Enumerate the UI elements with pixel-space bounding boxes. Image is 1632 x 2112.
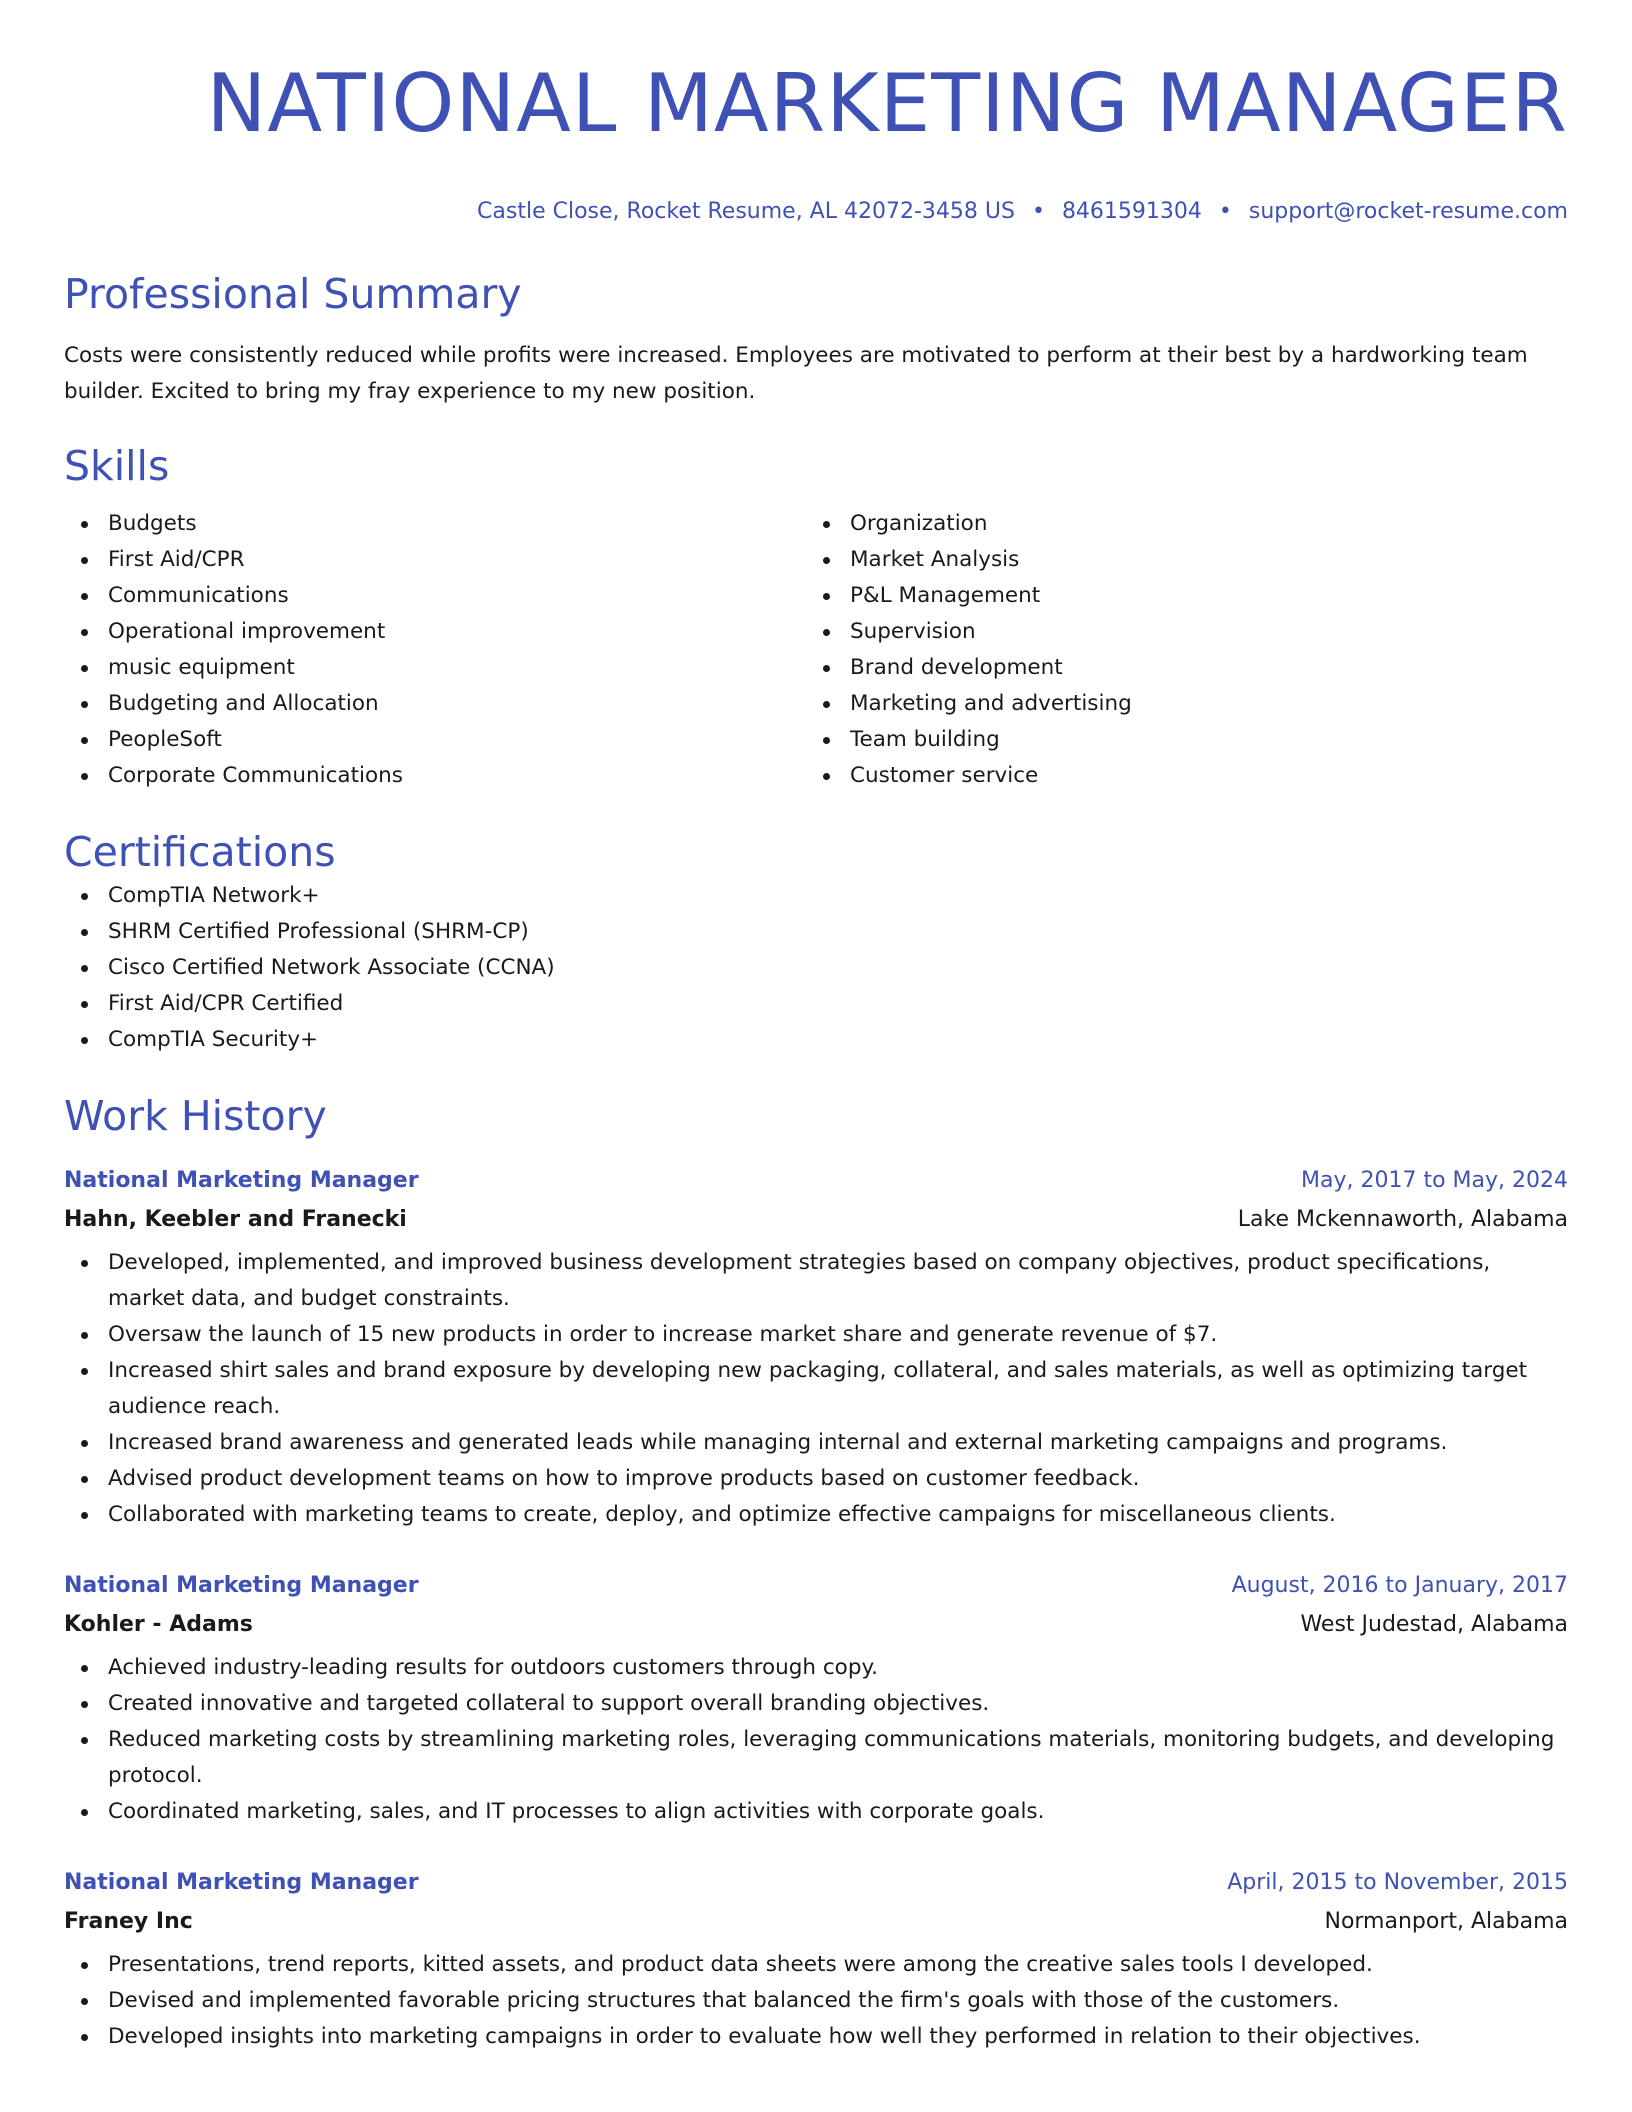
job-bullet: Created innovative and targeted collateral to support overall branding objectives. bbox=[64, 1686, 1568, 1722]
skills-heading: Skills bbox=[64, 442, 170, 490]
skill-item: Brand development bbox=[806, 650, 1548, 686]
job-company-row bbox=[64, 1610, 1568, 1640]
certifications-list bbox=[64, 878, 1568, 1058]
skill-item: P&L Management bbox=[806, 578, 1548, 614]
certification-item: First Aid/CPR Certified bbox=[64, 986, 1568, 1022]
job-entry bbox=[64, 1166, 1568, 1533]
skill-item: PeopleSoft bbox=[64, 722, 806, 758]
certification-item: CompTIA Network+ bbox=[64, 878, 1568, 914]
job-dates: August, 2016 to January, 2017 bbox=[1231, 1573, 1568, 1598]
job-bullets bbox=[64, 1245, 1568, 1533]
skill-item: Communications bbox=[64, 578, 806, 614]
job-bullets bbox=[64, 1650, 1568, 1830]
skills-right-column bbox=[806, 506, 1548, 794]
certification-item: Cisco Certified Network Associate (CCNA) bbox=[64, 950, 1568, 986]
summary-heading: Professional Summary bbox=[64, 270, 522, 318]
job-bullet: Oversaw the launch of 15 new products in order to increase market share and generate revenue of $7. bbox=[64, 1317, 1568, 1353]
skills-columns bbox=[64, 506, 1568, 794]
contact-line bbox=[64, 198, 1568, 226]
job-title-row bbox=[64, 1166, 1568, 1196]
certifications-heading: Certifications bbox=[64, 828, 336, 876]
job-location: Normanport, Alabama bbox=[1324, 1909, 1568, 1934]
skill-item: Supervision bbox=[806, 614, 1548, 650]
contact-email[interactable]: support@rocket-resume.com bbox=[1248, 199, 1568, 224]
contact-separator: • bbox=[1218, 199, 1232, 224]
job-company: Hahn, Keebler and Franecki bbox=[64, 1207, 407, 1232]
job-dates: April, 2015 to November, 2015 bbox=[1227, 1870, 1568, 1895]
skills-left-column bbox=[64, 506, 806, 794]
skill-item: Customer service bbox=[806, 758, 1548, 794]
job-bullet: Developed insights into marketing campaigns in order to evaluate how well they performed in relation to their objectives. bbox=[64, 2019, 1568, 2055]
job-title: National Marketing Manager bbox=[64, 1168, 419, 1193]
job-bullet: Increased shirt sales and brand exposure by developing new packaging, collateral, and sales materials, as well as optimizing target audience reach. bbox=[64, 1353, 1568, 1425]
job-company: Franey Inc bbox=[64, 1909, 193, 1934]
job-title: National Marketing Manager bbox=[64, 1870, 419, 1895]
summary-text: Costs were consistently reduced while profits were increased. Employees are motivated to perform at their best by a hardworking team builder. Excited to bring my fray experience to my new position. bbox=[64, 343, 1528, 404]
certification-item: CompTIA Security+ bbox=[64, 1022, 1568, 1058]
job-company-row bbox=[64, 1205, 1568, 1235]
job-bullet: Devised and implemented favorable pricing structures that balanced the firm's goals with those of the customers. bbox=[64, 1983, 1568, 2019]
job-company: Kohler - Adams bbox=[64, 1612, 253, 1637]
job-bullet: Coordinated marketing, sales, and IT processes to align activities with corporate goals. bbox=[64, 1794, 1568, 1830]
skills-right-list bbox=[806, 506, 1548, 794]
job-company-row bbox=[64, 1907, 1568, 1937]
resume-title: NATIONAL MARKETING MANAGER bbox=[206, 57, 1568, 150]
job-title-row bbox=[64, 1571, 1568, 1601]
skill-item: Operational improvement bbox=[64, 614, 806, 650]
job-entry bbox=[64, 1571, 1568, 1830]
job-bullet: Developed, implemented, and improved business development strategies based on company objectives, product specifications, market data, and budget constraints. bbox=[64, 1245, 1568, 1317]
job-entry bbox=[64, 1868, 1568, 2055]
contact-phone: 8461591304 bbox=[1061, 199, 1202, 224]
job-dates: May, 2017 to May, 2024 bbox=[1301, 1168, 1568, 1193]
skill-item: Marketing and advertising bbox=[806, 686, 1548, 722]
skill-item: Budgets bbox=[64, 506, 806, 542]
job-bullet: Increased brand awareness and generated leads while managing internal and external marketing campaigns and programs. bbox=[64, 1425, 1568, 1461]
job-bullet: Reduced marketing costs by streamlining marketing roles, leveraging communications materials, monitoring budgets, and developing protocol. bbox=[64, 1722, 1568, 1794]
job-title-row bbox=[64, 1868, 1568, 1898]
contact-address: Castle Close, Rocket Resume, AL 42072-3458 US bbox=[477, 199, 1015, 224]
job-bullet: Advised product development teams on how to improve products based on customer feedback. bbox=[64, 1461, 1568, 1497]
contact-separator: • bbox=[1031, 199, 1045, 224]
skill-item: Market Analysis bbox=[806, 542, 1548, 578]
skills-left-list bbox=[64, 506, 806, 794]
skill-item: Corporate Communications bbox=[64, 758, 806, 794]
certification-item: SHRM Certified Professional (SHRM-CP) bbox=[64, 914, 1568, 950]
job-bullet: Achieved industry-leading results for outdoors customers through copy. bbox=[64, 1650, 1568, 1686]
skill-item: Team building bbox=[806, 722, 1548, 758]
skill-item: Organization bbox=[806, 506, 1548, 542]
work-history-heading: Work History bbox=[64, 1092, 327, 1140]
job-location: West Judestad, Alabama bbox=[1300, 1612, 1568, 1637]
job-bullet: Collaborated with marketing teams to create, deploy, and optimize effective campaigns for miscellaneous clients. bbox=[64, 1497, 1568, 1533]
job-title: National Marketing Manager bbox=[64, 1573, 419, 1598]
skill-item: music equipment bbox=[64, 650, 806, 686]
skill-item: First Aid/CPR bbox=[64, 542, 806, 578]
job-bullet: Presentations, trend reports, kitted assets, and product data sheets were among the creative sales tools I developed. bbox=[64, 1947, 1568, 1983]
job-bullets bbox=[64, 1947, 1568, 2055]
job-location: Lake Mckennaworth, Alabama bbox=[1237, 1207, 1568, 1232]
skill-item: Budgeting and Allocation bbox=[64, 686, 806, 722]
